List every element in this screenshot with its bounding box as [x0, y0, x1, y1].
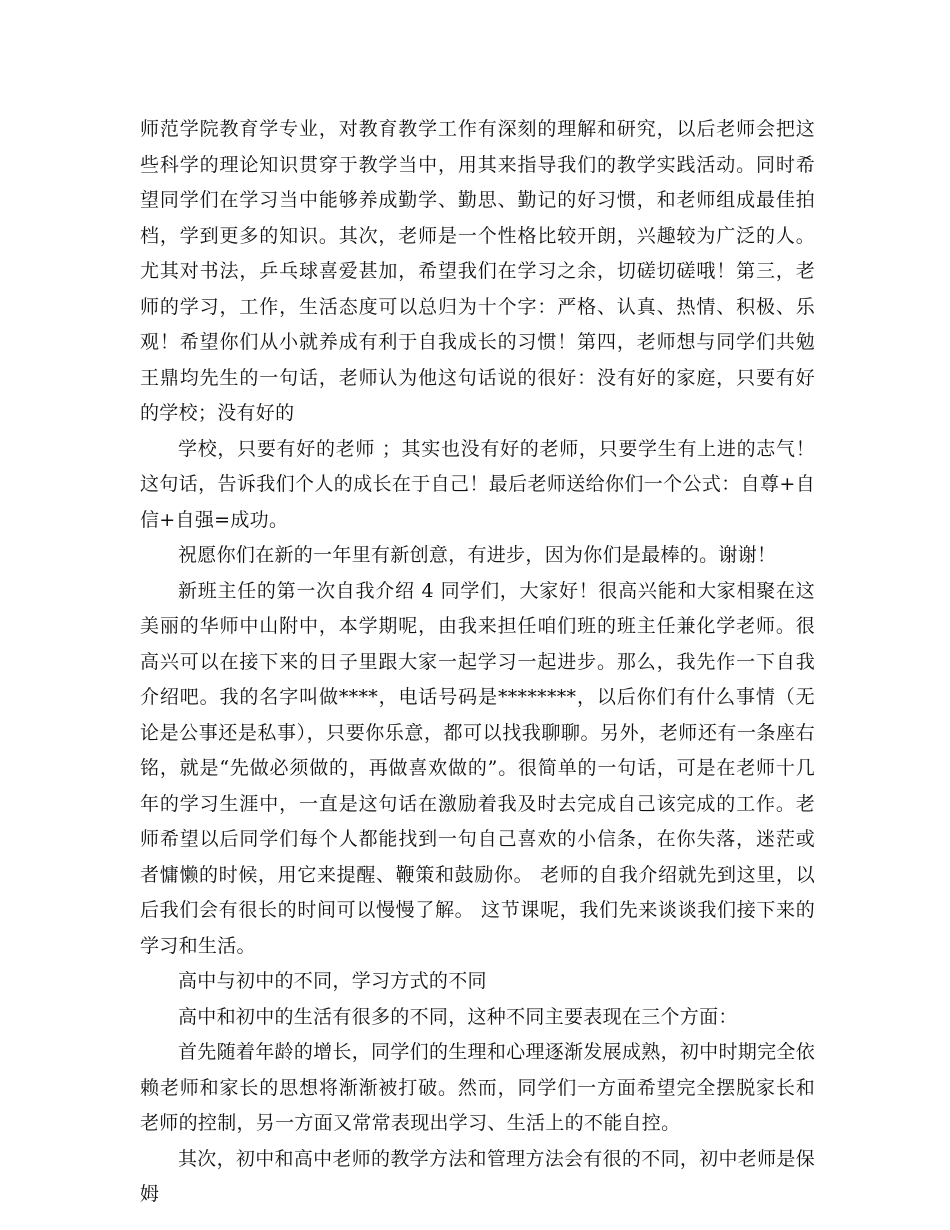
- paragraph-2: 学校，只要有好的老师 ；其实也没有好的老师，只要学生有上进的志气！这句话，告诉我们个人的成长在于自己！最后老师送给你们一个公式：自尊+自信+自强=成功。: [140, 437, 815, 531]
- paragraph-4: 新班主任的第一次自我介绍 4 同学们，大家好！很高兴能和大家相聚在这美丽的华师中山附中，本学期呢，由我来担任咱们班的班主任兼化学老师。很高兴可以在接下来的日子里跟大家一起学习一起进步。那么，我先作一下自我介绍吧。我的名字叫做****，电话号码是********，以后你们有什么事情（无论是公事还是私事），只要你乐意，都可以找我聊聊。另外，老师还有一条座右铭，就是“先做必须做的，再做喜欢做的”。很简单的一句话，可是在老师十几年的学习生涯中，一直是这句话在激励着我及时去完成自己该完成的工作。老师希望以后同学们每个人都能找到一句自己喜欢的小信条，在你失落，迷茫或者慵懒的时候，用它来提醒、鞭策和鼓励你。 老师的自我介绍就先到这里，以后我们会有很长的时间可以慢慢了解。 这节课呢，我们先来谈谈我们接下来的学习和生活。: [140, 579, 815, 957]
- document-body: [140, 112, 815, 1213]
- paragraph-5-heading: 高中与初中的不同，学习方式的不同: [178, 970, 487, 992]
- paragraph-3: 祝愿你们在新的一年里有新创意，有进步，因为你们是最棒的。谢谢！: [178, 544, 777, 566]
- paragraph-1: 师范学院教育学专业，对教育教学工作有深刻的理解和研究，以后老师会把这些科学的理论知识贯穿于教学当中，用其来指导我们的教学实践活动。同时希望同学们在学习当中能够养成勤学、勤思、勤记的好习惯，和老师组成最佳拍档，学到更多的知识。其次，老师是一个性格比较开朗，兴趣较为广泛的人。尤其对书法，乒乓球喜爱甚加，希望我们在学习之余，切磋切磋哦！第三，老师的学习，工作，生活态度可以总归为十个字：严格、认真、热情、积极、乐观！希望你们从小就养成有利于自我成长的习惯！第四，老师想与同学们共勉王鼎均先生的一句话，老师认为他这句话说的很好：没有好的家庭，只要有好的学校；没有好的: [140, 118, 815, 424]
- paragraph-8: 其次，初中和高中老师的教学方法和管理方法会有很的不同，初中老师是保姆: [140, 1147, 815, 1205]
- paragraph-7: 首先随着年龄的增长，同学们的生理和心理逐渐发展成熟，初中时期完全依赖老师和家长的思想将渐渐被打破。然而，同学们一方面希望完全摆脱家长和老师的控制，另一方面又常常表现出学习、生活上的不能自控。: [140, 1041, 815, 1134]
- paragraph-6: 高中和初中的生活有很多的不同，这种不同主要表现在三个方面：: [178, 1005, 738, 1028]
